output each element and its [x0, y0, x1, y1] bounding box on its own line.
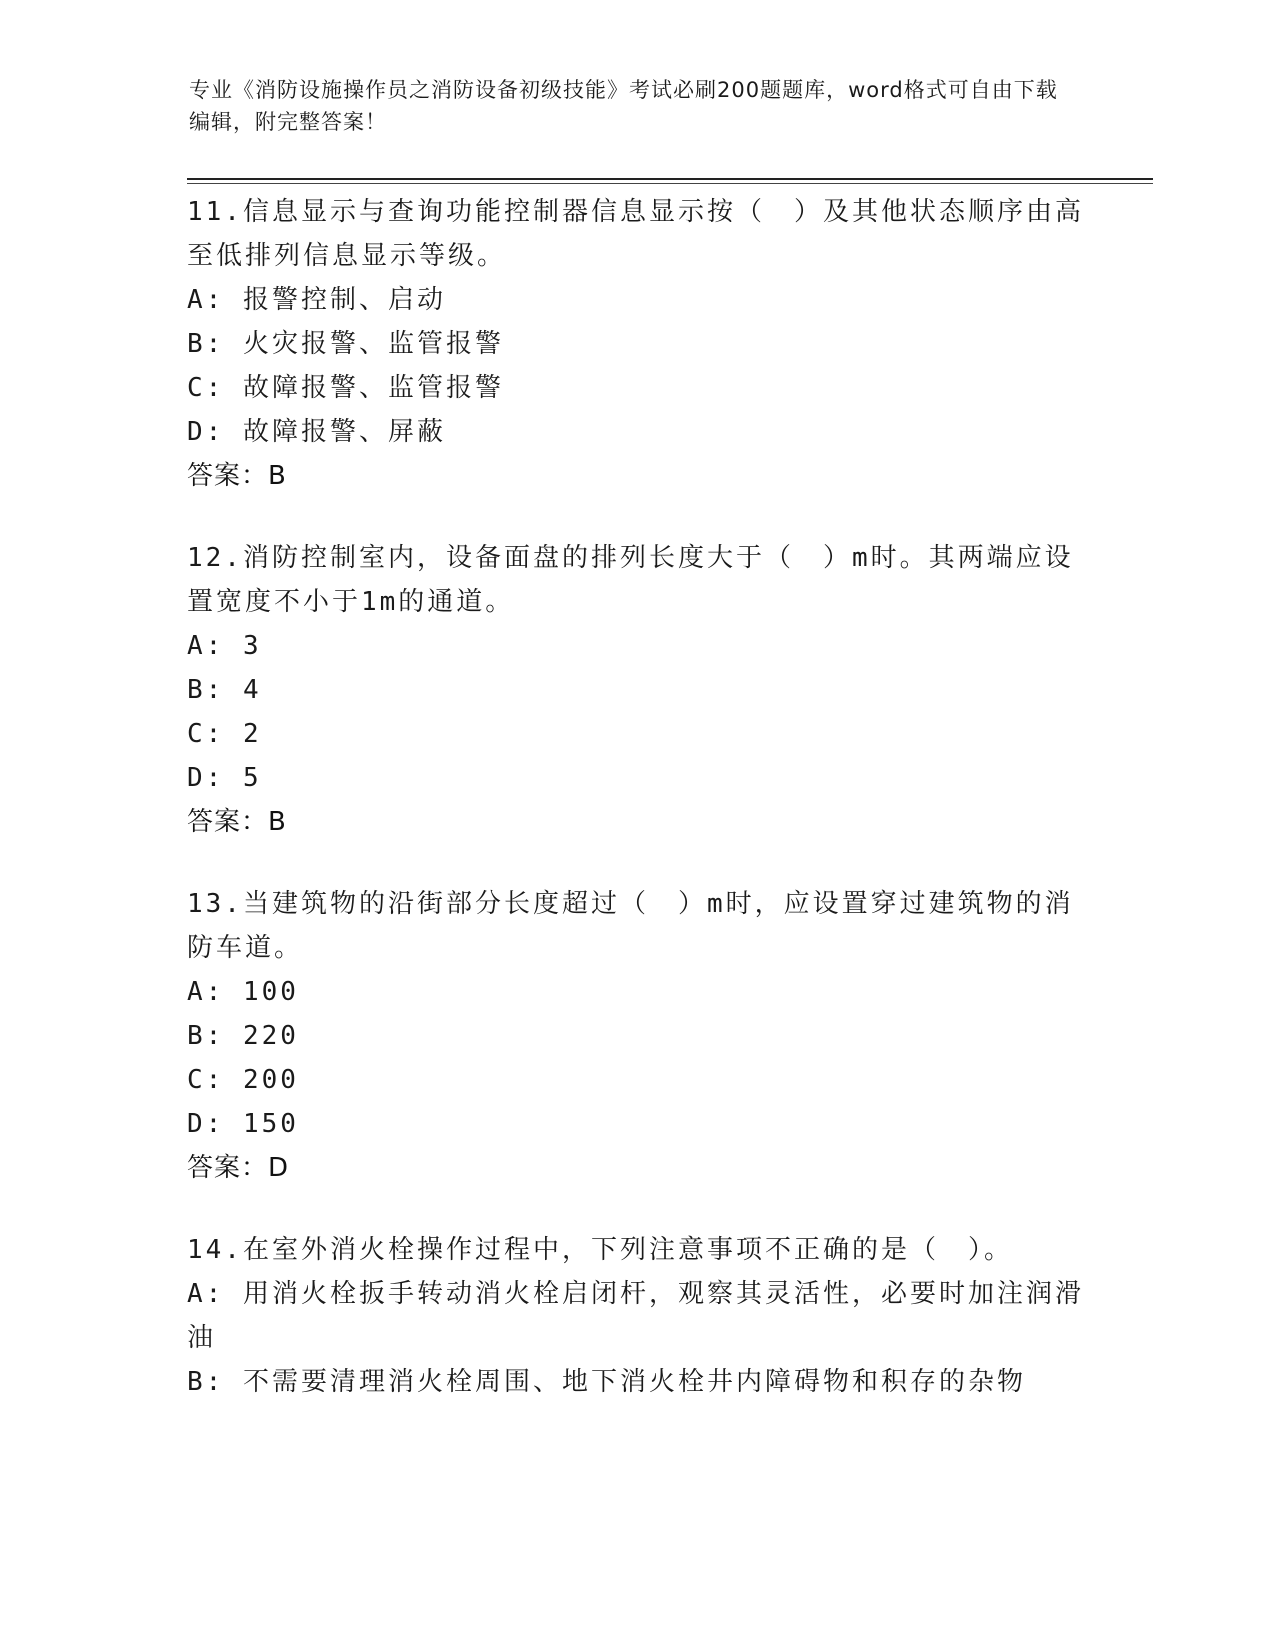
option-b: B: 4	[187, 675, 262, 705]
question-12	[187, 536, 1087, 844]
question-14	[187, 1228, 1087, 1404]
question-stem: 12.消防控制室内，设备面盘的排列长度大于（ ）m时。其两端应设置宽度不小于1m的通道。	[187, 543, 1074, 617]
question-stem: 14.在室外消火栓操作过程中，下列注意事项不正确的是（ ）。	[187, 1235, 1013, 1265]
option-c: C: 2	[187, 719, 262, 749]
option-a: A: 3	[187, 631, 262, 661]
question-13	[187, 882, 1087, 1190]
answer-line: 答案：B	[187, 461, 287, 491]
answer-line: 答案：D	[187, 1153, 290, 1183]
option-a: A: 报警控制、启动	[187, 285, 446, 315]
header-divider-thick	[187, 178, 1153, 180]
option-d: D: 150	[187, 1109, 299, 1139]
option-c: C: 故障报警、监管报警	[187, 373, 504, 403]
option-b: B: 不需要清理消火栓周围、地下消火栓井内障碍物和积存的杂物	[187, 1367, 1026, 1397]
question-stem: 13.当建筑物的沿街部分长度超过（ ）m时，应设置穿过建筑物的消防车道。	[187, 889, 1074, 963]
option-c: C: 200	[187, 1065, 299, 1095]
answer-line: 答案：B	[187, 807, 287, 837]
option-a: A: 用消火栓扳手转动消火栓启闭杆，观察其灵活性，必要时加注润滑油	[187, 1279, 1084, 1353]
option-d: D: 5	[187, 763, 262, 793]
question-stem: 11.信息显示与查询功能控制器信息显示按（ ）及其他状态顺序由高至低排列信息显示等级。	[187, 197, 1084, 271]
option-b: B: 火灾报警、监管报警	[187, 329, 504, 359]
option-b: B: 220	[187, 1021, 299, 1051]
question-list	[187, 190, 1087, 1442]
option-d: D: 故障报警、屏蔽	[187, 417, 446, 447]
header-divider-thin	[187, 183, 1153, 184]
question-11	[187, 190, 1087, 498]
option-a: A: 100	[187, 977, 299, 1007]
document-header: 专业《消防设施操作员之消防设备初级技能》考试必刷200题题库，word格式可自由下载编辑，附完整答案！	[189, 78, 1058, 134]
